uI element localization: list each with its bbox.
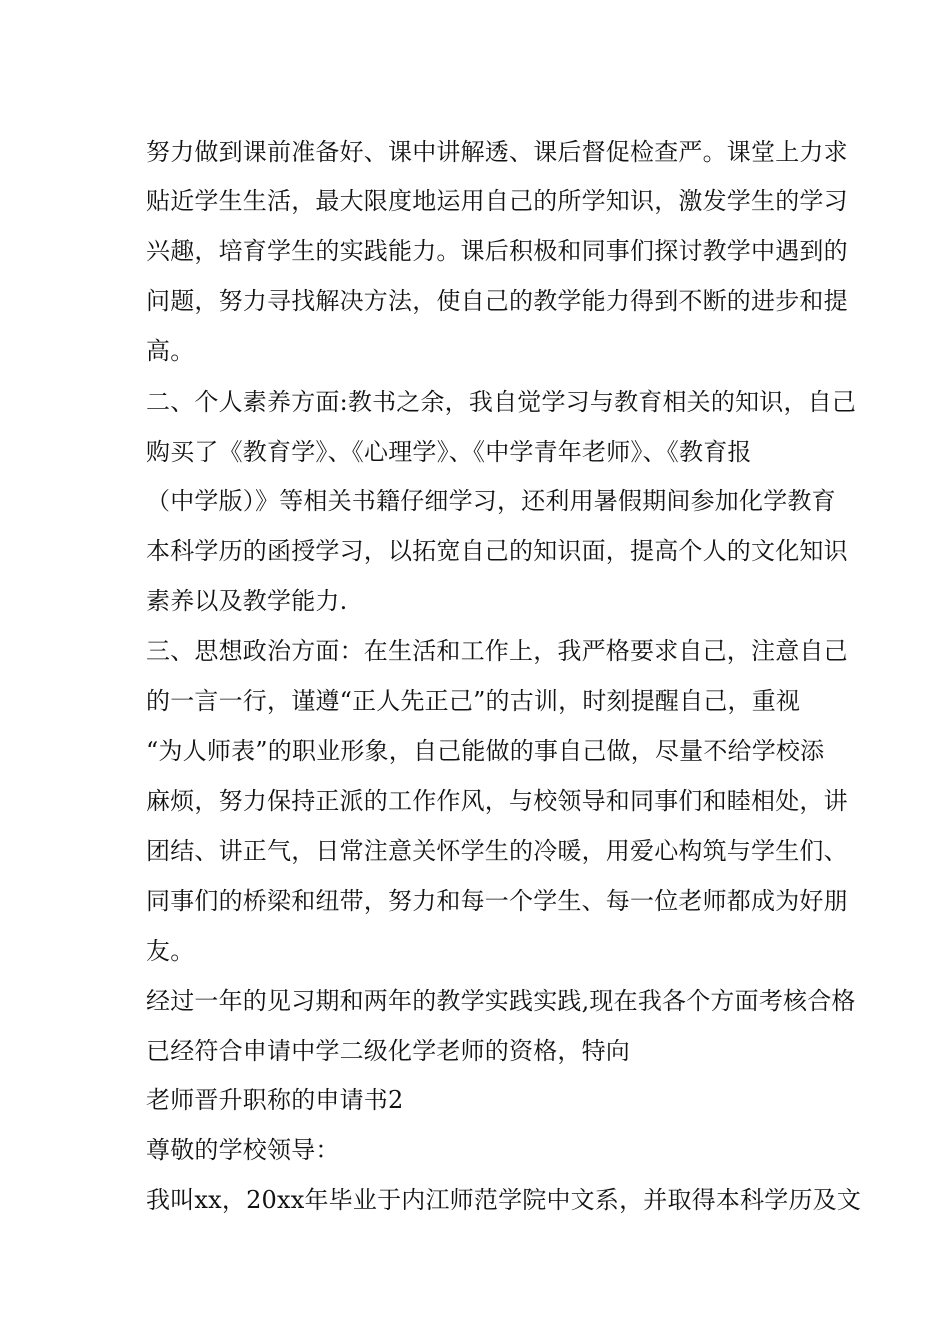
text-line: 的一言一行，谨遵“正人先正己”的古训，时刻提醒自己，重视 bbox=[146, 687, 801, 715]
text-line: 我叫xx，20xx年毕业于内江师范学院中文系，并取得本科学历及文 bbox=[146, 1186, 862, 1214]
salutation: 尊敬的学校领导： bbox=[146, 1136, 340, 1164]
text-line: 三、思想政治方面：在生活和工作上，我严格要求自己，注意自己 bbox=[146, 637, 848, 665]
text-line: 高。 bbox=[146, 337, 195, 365]
text-line: 二、个人素养方面:教书之余，我自觉学习与教育相关的知识，自己 bbox=[146, 388, 857, 416]
text-line: 团结、讲正气，日常注意关怀学生的冷暖，用爱心构筑与学生们、 bbox=[146, 837, 848, 865]
text-line: 努力做到课前准备好、课中讲解透、课后督促检查严。课堂上力求 bbox=[146, 138, 848, 166]
text-line: 已经符合申请中学二级化学老师的资格，特向 bbox=[146, 1037, 630, 1065]
text-line: “为人师表”的职业形象，自己能做的事自己做，尽量不给学校添 bbox=[146, 737, 825, 765]
text-line: 经过一年的见习期和两年的教学实践实践,现在我各个方面考核合格 bbox=[146, 987, 856, 1015]
text-line: 同事们的桥梁和纽带，努力和每一个学生、每一位老师都成为好朋 bbox=[146, 887, 848, 915]
text-line: 本科学历的函授学习，以拓宽自己的知识面，提高个人的文化知识 bbox=[146, 537, 848, 565]
text-line: 贴近学生生活，最大限度地运用自己的所学知识，激发学生的学习 bbox=[146, 187, 848, 215]
section-title: 老师晋升职称的申请书2 bbox=[146, 1086, 404, 1114]
text-line: 友。 bbox=[146, 937, 195, 965]
text-line: 问题，努力寻找解决方法，使自己的教学能力得到不断的进步和提 bbox=[146, 287, 848, 315]
text-line: 素养以及教学能力. bbox=[146, 587, 348, 615]
text-line: 兴趣，培育学生的实践能力。课后积极和同事们探讨教学中遇到的 bbox=[146, 237, 848, 265]
text-line: 麻烦，努力保持正派的工作作风，与校领导和同事们和睦相处，讲 bbox=[146, 787, 848, 815]
text-line: （中学版）》等相关书籍仔细学习，还利用暑假期间参加化学教育 bbox=[146, 487, 836, 515]
text-line: 购买了《教育学》、《心理学》、《中学青年老师》、《教育报 bbox=[146, 438, 752, 466]
